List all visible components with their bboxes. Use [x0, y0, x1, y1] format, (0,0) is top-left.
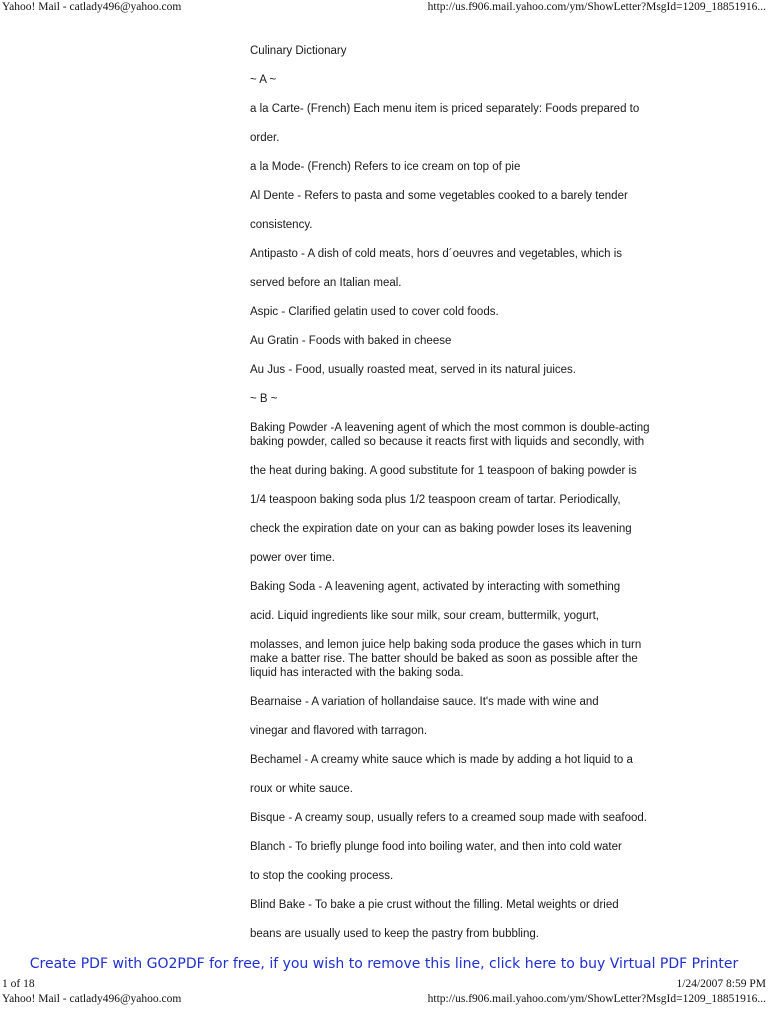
text-line: 1/4 teaspoon baking soda plus 1/2 teaspoon cream of tartar. Periodically,	[250, 494, 621, 506]
dictionary-paragraph	[250, 102, 720, 116]
text-line: a la Mode- (French) Refers to ice cream on top of pie	[250, 161, 521, 173]
culinary-dictionary-content	[250, 44, 720, 956]
text-line: acid. Liquid ingredients like sour milk, sour cream, buttermilk, yogurt,	[250, 610, 599, 622]
browser-print-header-next	[0, 993, 768, 1007]
text-line: Bisque - A creamy soup, usually refers to a creamed soup made with seafood.	[250, 812, 647, 824]
text-line: power over time.	[250, 552, 336, 564]
text-line: make a batter rise. The batter should be baked as soon as possible after the	[250, 653, 638, 665]
dictionary-paragraph	[250, 363, 720, 377]
text-line: Bearnaise - A variation of hollandaise sauce. It's made with wine and	[250, 696, 599, 708]
text-line: Bechamel - A creamy white sauce which is made by adding a hot liquid to a	[250, 754, 633, 766]
print-footer	[0, 978, 768, 992]
text-line: molasses, and lemon juice help baking soda produce the gases which in turn	[250, 639, 642, 651]
text-line: a la Carte- (French) Each menu item is priced separately: Foods prepared to	[250, 103, 640, 115]
dictionary-paragraph	[250, 160, 720, 174]
go2pdf-promo-link[interactable]: Create PDF with GO2PDF for free, if you wish to remove this line, click here to buy Virtual PDF Printer	[29, 956, 739, 972]
dictionary-paragraph	[250, 334, 720, 348]
dictionary-paragraph	[250, 218, 720, 232]
dictionary-paragraph	[250, 869, 720, 883]
text-line: beans are usually used to keep the pastry from bubbling.	[250, 928, 539, 940]
dictionary-paragraph	[250, 638, 720, 680]
window-title: Yahoo! Mail - catlady496@yahoo.com	[2, 1, 182, 13]
text-line: baking powder, called so because it reacts first with liquids and secondly, with	[250, 436, 645, 448]
dictionary-paragraph	[250, 927, 720, 941]
text-line: check the expiration date on your can as baking powder loses its leavening	[250, 523, 632, 535]
dictionary-paragraph	[250, 276, 720, 290]
dictionary-paragraph	[250, 753, 720, 767]
dictionary-paragraph	[250, 247, 720, 261]
text-line: the heat during baking. A good substitute for 1 teaspoon of baking powder is	[250, 465, 637, 477]
text-line: Au Jus - Food, usually roasted meat, served in its natural juices.	[250, 364, 576, 376]
dictionary-paragraph	[250, 131, 720, 145]
text-line: Blanch - To briefly plunge food into boiling water, and then into cold water	[250, 841, 622, 853]
text-line: Blind Bake - To bake a pie crust without the filling. Metal weights or dried	[250, 899, 619, 911]
text-line: Al Dente - Refers to pasta and some vegetables cooked to a barely tender	[250, 190, 628, 202]
dictionary-paragraph	[250, 840, 720, 854]
text-line: Culinary Dictionary	[250, 45, 347, 57]
dictionary-paragraph	[250, 392, 720, 406]
text-line: order.	[250, 132, 280, 144]
dictionary-paragraph	[250, 522, 720, 536]
dictionary-paragraph	[250, 305, 720, 319]
dictionary-paragraph	[250, 811, 720, 825]
page-indicator: 1 of 18	[2, 978, 35, 990]
dictionary-paragraph	[250, 551, 720, 565]
text-line: ~ B ~	[250, 393, 278, 405]
text-line: Au Gratin - Foods with baked in cheese	[250, 335, 452, 347]
dictionary-paragraph	[250, 782, 720, 796]
text-line: vinegar and flavored with tarragon.	[250, 725, 428, 737]
dictionary-paragraph	[250, 464, 720, 478]
browser-print-header	[0, 1, 768, 15]
text-line: ~ A ~	[250, 74, 277, 86]
dictionary-paragraph	[250, 189, 720, 203]
text-line: Aspic - Clarified gelatin used to cover cold foods.	[250, 306, 499, 318]
dictionary-paragraph	[250, 421, 720, 449]
text-line: served before an Italian meal.	[250, 277, 402, 289]
text-line: roux or white sauce.	[250, 783, 353, 795]
print-datetime: 1/24/2007 8:59 PM	[676, 978, 766, 990]
dictionary-paragraph	[250, 898, 720, 912]
text-line: Baking Powder -A leavening agent of which the most common is double-acting	[250, 422, 650, 434]
text-line: liquid has interacted with the baking soda.	[250, 667, 464, 679]
text-line: Antipasto - A dish of cold meats, hors d´oeuvres and vegetables, which is	[250, 248, 623, 260]
text-line: to stop the cooking process.	[250, 870, 394, 882]
dictionary-paragraph	[250, 493, 720, 507]
page-url: http://us.f906.mail.yahoo.com/ym/ShowLetter?MsgId=1209_18851916...	[427, 1, 766, 13]
dictionary-paragraph	[250, 580, 720, 594]
dictionary-paragraph	[250, 695, 720, 709]
dictionary-paragraph	[250, 44, 720, 58]
text-line: consistency.	[250, 219, 313, 231]
page-url: http://us.f906.mail.yahoo.com/ym/ShowLetter?MsgId=1209_18851916...	[427, 993, 766, 1005]
text-line: Baking Soda - A leavening agent, activated by interacting with something	[250, 581, 621, 593]
dictionary-paragraph	[250, 609, 720, 623]
window-title: Yahoo! Mail - catlady496@yahoo.com	[2, 993, 182, 1005]
dictionary-paragraph	[250, 724, 720, 738]
dictionary-paragraph	[250, 73, 720, 87]
